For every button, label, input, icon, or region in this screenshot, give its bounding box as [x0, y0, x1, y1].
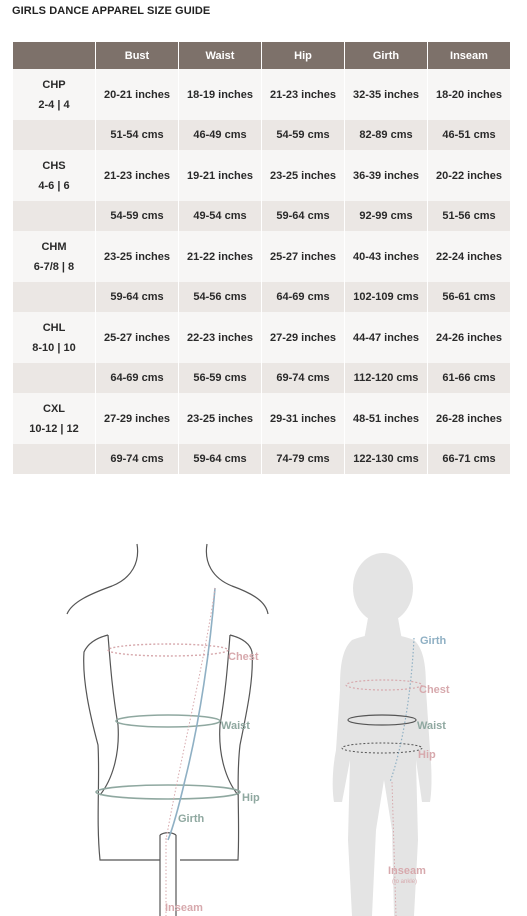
- size-age-range: 6-7/8 | 8: [33, 260, 75, 273]
- inches-cell: 19-21 inches: [179, 150, 261, 201]
- inseam-label-left: Inseam: [165, 902, 203, 914]
- inches-cell: 25-27 inches: [262, 231, 344, 282]
- inches-cell: 27-29 inches: [96, 393, 178, 444]
- inches-cell: 20-21 inches: [96, 69, 178, 120]
- inches-cell: 25-27 inches: [96, 312, 178, 363]
- size-age-range: 2-4 | 4: [38, 98, 70, 111]
- table-row: [13, 312, 510, 363]
- size-age-range: 4-6 | 6: [38, 179, 70, 192]
- cms-cell: 56-59 cms: [179, 363, 261, 393]
- header-inseam: Inseam: [428, 42, 510, 69]
- size-cell: [13, 231, 95, 282]
- size-code: CHP: [42, 78, 66, 91]
- cms-cell: 56-61 cms: [428, 282, 510, 312]
- girth-line-left: [168, 588, 215, 840]
- table-header-row: [13, 42, 510, 69]
- inches-cell: 18-20 inches: [428, 69, 510, 120]
- size-age-range: 10-12 | 12: [29, 422, 79, 435]
- waist-label-left: Waist: [221, 720, 250, 732]
- inches-cell: 29-31 inches: [262, 393, 344, 444]
- inches-cell: 24-26 inches: [428, 312, 510, 363]
- size-cell: [13, 150, 95, 201]
- inches-cell: 20-22 inches: [428, 150, 510, 201]
- inches-cell: 48-51 inches: [345, 393, 427, 444]
- table-row: [13, 120, 510, 150]
- cms-cell: 49-54 cms: [179, 201, 261, 231]
- inches-cell: 22-24 inches: [428, 231, 510, 282]
- inches-cell: 21-23 inches: [262, 69, 344, 120]
- inches-cell: 21-22 inches: [179, 231, 261, 282]
- cms-cell: 102-109 cms: [345, 282, 427, 312]
- chest-label-left: Chest: [228, 651, 259, 663]
- table-row: [13, 231, 510, 282]
- inches-cell: 27-29 inches: [262, 312, 344, 363]
- table-row: [13, 69, 510, 120]
- inches-cell: 36-39 inches: [345, 150, 427, 201]
- cms-cell: 54-59 cms: [262, 120, 344, 150]
- size-cell: [13, 69, 95, 120]
- inches-cell: 32-35 inches: [345, 69, 427, 120]
- cms-cell: 82-89 cms: [345, 120, 427, 150]
- inches-cell: 18-19 inches: [179, 69, 261, 120]
- cms-cell: 69-74 cms: [96, 444, 178, 474]
- empty-size-cell: [13, 120, 95, 150]
- girth-label-right: Girth: [420, 635, 447, 647]
- size-cell: [13, 393, 95, 444]
- header-girth: Girth: [345, 42, 427, 69]
- cms-cell: 46-51 cms: [428, 120, 510, 150]
- size-code: CHS: [42, 159, 66, 172]
- cms-cell: 92-99 cms: [345, 201, 427, 231]
- page-title: GIRLS DANCE APPAREL SIZE GUIDE: [12, 5, 211, 17]
- inches-cell: 23-25 inches: [96, 231, 178, 282]
- cms-cell: 74-79 cms: [262, 444, 344, 474]
- waist-label-right: Waist: [417, 720, 446, 732]
- inseam-label-right: Inseam: [388, 865, 426, 877]
- cms-cell: 64-69 cms: [262, 282, 344, 312]
- empty-size-cell: [13, 363, 95, 393]
- cms-cell: 51-54 cms: [96, 120, 178, 150]
- header-size: [13, 42, 95, 69]
- cms-cell: 112-120 cms: [345, 363, 427, 393]
- hip-line-left: [96, 785, 240, 799]
- header-bust: Bust: [96, 42, 178, 69]
- measurement-illustration: [0, 540, 527, 916]
- inches-cell: 26-28 inches: [428, 393, 510, 444]
- inches-cell: 21-23 inches: [96, 150, 178, 201]
- cms-cell: 51-56 cms: [428, 201, 510, 231]
- size-code: CHL: [42, 321, 66, 334]
- size-code: CXL: [43, 402, 65, 415]
- cms-cell: 54-56 cms: [179, 282, 261, 312]
- empty-size-cell: [13, 282, 95, 312]
- cms-cell: 59-64 cms: [262, 201, 344, 231]
- inches-cell: 44-47 inches: [345, 312, 427, 363]
- table-row: [13, 201, 510, 231]
- size-code: CHM: [41, 240, 67, 253]
- header-hip: Hip: [262, 42, 344, 69]
- cms-cell: 59-64 cms: [179, 444, 261, 474]
- cms-cell: 46-49 cms: [179, 120, 261, 150]
- table-row: [13, 393, 510, 444]
- inches-cell: 23-25 inches: [262, 150, 344, 201]
- cms-cell: 59-64 cms: [96, 282, 178, 312]
- cms-cell: 64-69 cms: [96, 363, 178, 393]
- cms-cell: 66-71 cms: [428, 444, 510, 474]
- size-cell: [13, 312, 95, 363]
- girth-label-left: Girth: [178, 813, 205, 825]
- cms-cell: 61-66 cms: [428, 363, 510, 393]
- hip-label-left: Hip: [242, 792, 260, 804]
- inches-cell: 40-43 inches: [345, 231, 427, 282]
- size-age-range: 8-10 | 10: [32, 341, 76, 354]
- cms-cell: 54-59 cms: [96, 201, 178, 231]
- cms-cell: 69-74 cms: [262, 363, 344, 393]
- inseam-note-right: (to ankle): [392, 879, 418, 885]
- inches-cell: 22-23 inches: [179, 312, 261, 363]
- hip-label-right: Hip: [418, 749, 436, 761]
- empty-size-cell: [13, 444, 95, 474]
- table-row: [13, 282, 510, 312]
- chest-label-right: Chest: [419, 684, 450, 696]
- size-guide-table: [12, 42, 511, 474]
- inches-cell: 23-25 inches: [179, 393, 261, 444]
- header-waist: Waist: [179, 42, 261, 69]
- cms-cell: 122-130 cms: [345, 444, 427, 474]
- table-row: [13, 363, 510, 393]
- empty-size-cell: [13, 201, 95, 231]
- measurement-diagram: [0, 540, 527, 916]
- table-row: [13, 150, 510, 201]
- waist-line-left: [116, 715, 220, 727]
- table-row: [13, 444, 510, 474]
- child-silhouette: [333, 553, 432, 916]
